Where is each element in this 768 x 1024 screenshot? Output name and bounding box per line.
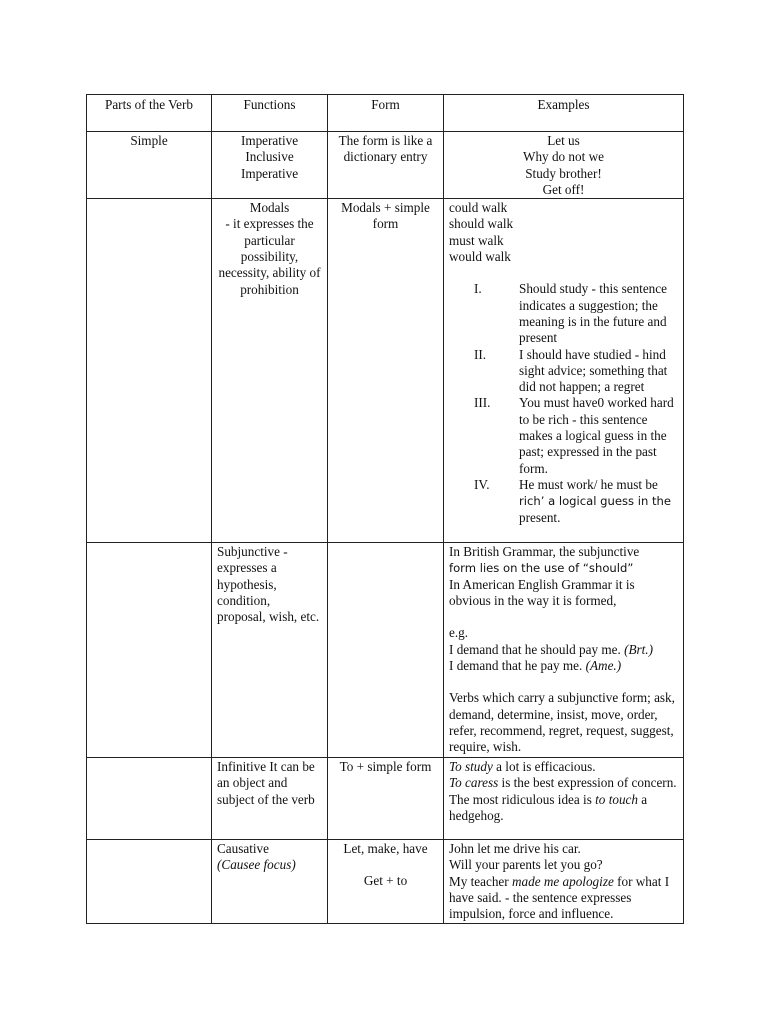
example-verbs: Verbs which carry a subjunctive form; ask, demand, determine, insist, move, order, refer, recommend, regret, request, suggest, require, wish. bbox=[449, 690, 675, 755]
cell-examples-subjunctive bbox=[444, 543, 684, 758]
cell-examples-modals bbox=[444, 199, 684, 543]
header-parts-of-verb: Parts of the Verb bbox=[87, 95, 212, 132]
example-line: would walk bbox=[449, 249, 511, 265]
form-line: Get + to bbox=[363, 873, 408, 889]
verb-parts-table bbox=[86, 94, 684, 924]
cell-part-simple: Simple bbox=[87, 132, 212, 199]
spacer bbox=[449, 674, 678, 690]
example-text: a lot is efficacious. bbox=[492, 759, 596, 775]
list-number: III. bbox=[474, 395, 491, 411]
cell-form-infinitive: To + simple form bbox=[328, 758, 444, 840]
list-text bbox=[519, 477, 678, 526]
example-line: form lies on the use of “should” bbox=[449, 561, 634, 576]
list-number: II. bbox=[474, 346, 487, 362]
cell-functions-infinitive: Infinitive It can be an object and subject of the verb bbox=[212, 758, 328, 840]
list-item bbox=[449, 281, 678, 346]
list-text-line: rich’ a logical guess in the bbox=[519, 494, 672, 509]
example-line: In British Grammar, the subjunctive bbox=[449, 544, 640, 560]
table-row-infinitive bbox=[87, 758, 684, 840]
example-line: John let me drive his car. bbox=[449, 841, 581, 857]
spacer bbox=[333, 857, 438, 873]
example-line bbox=[449, 874, 678, 923]
list-text-line: present. bbox=[519, 509, 561, 525]
table-row-causative bbox=[87, 840, 684, 923]
table-row-subjunctive bbox=[87, 543, 684, 758]
example-line bbox=[449, 658, 678, 674]
causative-title: Causative bbox=[217, 841, 270, 857]
spacer bbox=[449, 609, 678, 625]
example-line bbox=[449, 775, 678, 791]
cell-functions-modals bbox=[212, 199, 328, 543]
list-text: Should study - this sentence indicates a suggestion; the meaning is in the future and present bbox=[519, 281, 667, 346]
example-line: Will your parents let you go? bbox=[449, 857, 603, 873]
example-line bbox=[449, 792, 678, 825]
example-text: My teacher bbox=[449, 873, 512, 889]
example-italic: To caress bbox=[449, 775, 499, 791]
example-italic: made me apologize bbox=[511, 873, 614, 889]
example-line: In American English Grammar it is obvious in the way it is formed, bbox=[449, 576, 635, 609]
cell-form-simple: The form is like a dictionary entry bbox=[328, 132, 444, 199]
causative-subtitle: (Causee focus) bbox=[217, 857, 296, 873]
function-line: Imperative bbox=[240, 165, 299, 181]
header-examples: Examples bbox=[444, 95, 684, 132]
example-text: I demand that he should pay me. bbox=[449, 641, 621, 657]
example-line bbox=[449, 759, 678, 775]
list-number: IV. bbox=[474, 476, 490, 492]
list-number: I. bbox=[474, 281, 482, 297]
cell-examples-infinitive bbox=[444, 758, 684, 840]
example-line: could walk bbox=[449, 200, 508, 216]
list-item bbox=[449, 347, 678, 396]
modal-meaning-list bbox=[449, 281, 678, 525]
example-line: Why do not we bbox=[523, 149, 604, 165]
table-row-simple bbox=[87, 132, 684, 199]
example-line: should walk bbox=[449, 216, 514, 232]
list-text: You must have0 worked hard to be rich - this sentence makes a logical guess in the past; expressed in the past form. bbox=[519, 395, 674, 476]
example-text: a hedgehog. bbox=[449, 791, 648, 824]
example-italic: To study bbox=[449, 759, 493, 775]
example-eg: e.g. bbox=[449, 625, 469, 641]
example-text: The most ridiculous idea is bbox=[449, 791, 596, 807]
list-text-line: He must work/ he must be bbox=[519, 476, 658, 492]
example-text: I demand that he pay me. bbox=[449, 657, 583, 673]
list-item bbox=[449, 395, 678, 476]
cell-part-empty bbox=[87, 840, 212, 923]
cell-part-empty bbox=[87, 199, 212, 543]
cell-functions-causative bbox=[212, 840, 328, 923]
example-line: Let us bbox=[547, 133, 580, 148]
example-line: must walk bbox=[449, 232, 504, 248]
example-text: for what I have said. - the sentence expresses impulsion, force and influence. bbox=[449, 873, 670, 922]
example-italic: to touch bbox=[595, 791, 638, 807]
cell-part-empty bbox=[87, 543, 212, 758]
example-text: is the best expression of concern. bbox=[498, 775, 677, 791]
example-tag: (Ame.) bbox=[585, 657, 622, 673]
list-text: I should have studied - hind sight advice; something that did not happen; a regret bbox=[519, 346, 668, 395]
example-tag: (Brt.) bbox=[624, 641, 653, 657]
cell-form-modals: Modals + simple form bbox=[328, 199, 444, 543]
table-row-modals bbox=[87, 199, 684, 543]
cell-functions-subjunctive: Subjunctive - expresses a hypothesis, condition, proposal, wish, etc. bbox=[212, 543, 328, 758]
function-line: Imperative bbox=[240, 133, 299, 148]
modals-description: - it expresses the particular possibility, necessity, ability of prohibition bbox=[218, 216, 321, 297]
example-line: Get off! bbox=[542, 181, 585, 197]
modals-title: Modals bbox=[249, 200, 290, 216]
cell-functions-simple bbox=[212, 132, 328, 199]
header-functions: Functions bbox=[212, 95, 328, 132]
cell-examples-simple bbox=[444, 132, 684, 199]
form-line: Let, make, have bbox=[343, 841, 428, 857]
list-item bbox=[449, 477, 678, 526]
function-line: Inclusive bbox=[245, 149, 294, 165]
table-header-row bbox=[87, 95, 684, 132]
cell-examples-causative bbox=[444, 840, 684, 923]
cell-form-empty bbox=[328, 543, 444, 758]
cell-part-empty bbox=[87, 758, 212, 840]
header-form: Form bbox=[328, 95, 444, 132]
example-line bbox=[449, 642, 678, 658]
example-line: Study brother! bbox=[525, 165, 602, 181]
cell-form-causative bbox=[328, 840, 444, 923]
